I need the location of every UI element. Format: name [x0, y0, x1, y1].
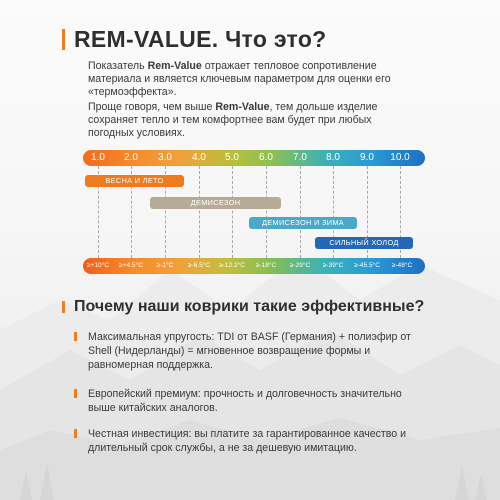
season-demiseason: ДЕМИСЕЗОН — [150, 197, 281, 209]
season-demiseason-winter: ДЕМИСЕЗОН И ЗИМА — [249, 217, 357, 229]
bullet-marker — [74, 429, 77, 438]
reasons-title: Почему наши коврики такие эффективные? — [62, 298, 424, 316]
tick-label-3: 3.0 — [158, 152, 172, 163]
rem-value-description — [88, 60, 418, 140]
season-spring-summer: ВЕСНА И ЛЕТО — [85, 175, 184, 187]
temperature-label: ≥-39°C — [322, 262, 344, 269]
scale-divider — [199, 166, 200, 258]
intro-paragraph-1: Показатель Rem-Value отражает тепловое сопротивление материала и является ключевым параметром для оценки его «термоэффекта». — [88, 60, 391, 98]
tick-label-2: 2.0 — [124, 152, 138, 163]
season-severe-cold: СИЛЬНЫЙ ХОЛОД — [315, 237, 413, 249]
reason-item — [74, 330, 419, 372]
intro-paragraph-2: Проще говоря, чем выше Rem-Value, тем дольше изделие сохраняет тепло и тем комфортнее вам будет при любых погодных условиях. — [88, 101, 378, 139]
scale-divider — [232, 166, 233, 258]
temperature-label: ≥-6.5°C — [187, 262, 211, 269]
tick-label-8: 8.0 — [326, 152, 340, 163]
tick-label-9: 9.0 — [360, 152, 374, 163]
tick-label-6: 6.0 — [259, 152, 273, 163]
reason-text: Честная инвестиция: вы платите за гарантированное качество и длительный срок службы, а не за дешевую имитацию. — [88, 428, 407, 454]
reason-text: Максимальная упругость: TDI от BASF (Германия) + полиэфир от Shell (Нидерланды) = мгновенное возвращение формы и равномерная поддержка. — [88, 331, 411, 371]
reason-text: Европейский премиум: прочность и долговечность значительно выше китайских аналогов. — [88, 388, 402, 414]
rem-value-term: Rem-Value — [215, 101, 270, 113]
bullet-marker — [74, 389, 77, 398]
reason-item — [74, 427, 419, 455]
temperature-label: ≥-45.5°C — [353, 262, 381, 269]
rem-value-term: Rem-Value — [147, 60, 202, 72]
tick-label-7: 7.0 — [293, 152, 307, 163]
bullet-marker — [74, 332, 77, 341]
scale-divider — [300, 166, 301, 258]
tick-label-1: 1.0 — [91, 152, 105, 163]
temperature-label: ≥+4.5°C — [118, 262, 144, 269]
temperature-label: ≥-29°C — [289, 262, 311, 269]
temperature-label: ≥-12.2°C — [218, 262, 246, 269]
temperature-label: ≥+10°C — [86, 262, 110, 269]
temperature-label: ≥-1°C — [156, 262, 174, 269]
temperature-label: ≥-18°C — [255, 262, 277, 269]
tick-label-5: 5.0 — [225, 152, 239, 163]
tick-label-10: 10.0 — [390, 152, 410, 163]
temperature-label: ≥-48°C — [391, 262, 413, 269]
rem-value-title: REM-VALUE. Что это? — [62, 26, 327, 53]
reason-item — [74, 387, 419, 415]
scale-divider — [266, 166, 267, 258]
tick-label-4: 4.0 — [192, 152, 206, 163]
